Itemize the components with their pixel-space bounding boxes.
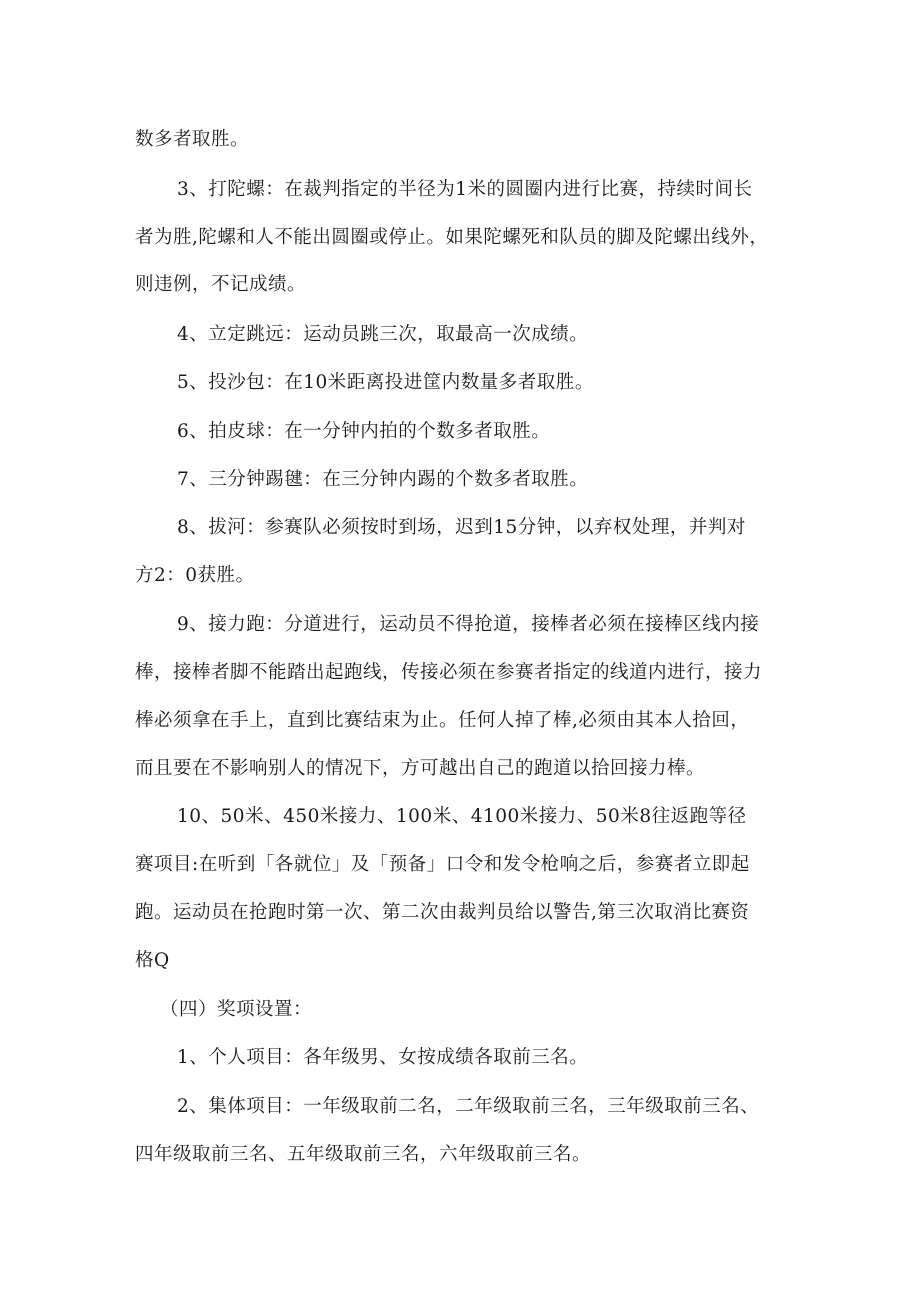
text-line: 赛项目:在听到「各就位」及「预备」口令和发令枪响之后，参赛者立即起 xyxy=(135,854,750,875)
text-line: 则违例，不记成绩。 xyxy=(135,274,307,295)
paragraph-7-line: 7、三分钟踢毽：在三分钟内踢的个数多者取胜。 xyxy=(177,469,589,490)
award-item-1: 1、个人项目：各年级男、女按成绩各取前三名。 xyxy=(177,1047,589,1068)
paragraph-8-line: 8、拔河：参赛队必须按时到场，迟到15分钟，以弃权处理，并判对 xyxy=(177,517,746,538)
paragraph-5-line: 5、投沙包：在10米距离投进筐内数量多者取胜。 xyxy=(177,372,594,393)
text-line: 棒，接棒者脚不能踏出起跑线，传接必须在参赛者指定的线道内进行，接力 xyxy=(135,662,763,683)
paragraph-3-line: 3、打陀螺：在裁判指定的半径为1米的圆圈内进行比赛，持续时间长 xyxy=(177,179,753,200)
text-line: 而且要在不影响别人的情况下，方可越出自己的跑道以拾回接力棒。 xyxy=(135,758,706,779)
text-line: 四年级取前三名、五年级取前三名，六年级取前三名。 xyxy=(135,1144,592,1165)
text-line: 跑。运动员在抢跑时第一次、第二次由裁判员给以警告,第三次取消比赛资 xyxy=(135,902,750,923)
text-line: 数多者取胜。 xyxy=(135,129,250,150)
paragraph-9-line: 9、接力跑：分道进行，运动员不得抢道，接棒者必须在接棒区线内接 xyxy=(177,614,760,635)
text-line: 棒必须拿在手上，直到比赛结束为止。任何人掉了棒,必须由其本人拾回， xyxy=(135,710,750,731)
paragraph-10-line: 10、50米、450米接力、100米、4100米接力、50米8往返跑等径 xyxy=(177,806,747,827)
section-heading: （四）奖项设置： xyxy=(160,999,313,1020)
paragraph-4-line: 4、立定跳远：运动员跳三次，取最高一次成绩。 xyxy=(177,324,589,345)
text-line: 格Q xyxy=(135,950,170,971)
text-line: 方2：0获胜。 xyxy=(135,565,255,586)
award-item-2: 2、集体项目：一年级取前二名，二年级取前三名，三年级取前三名、 xyxy=(177,1096,760,1117)
text-line: 者为胜,陀螺和人不能出圆圈或停止。如果陀螺死和队员的脚及陀螺出线外， xyxy=(135,227,769,248)
paragraph-6-line: 6、拍皮球：在一分钟内拍的个数多者取胜。 xyxy=(177,421,551,442)
